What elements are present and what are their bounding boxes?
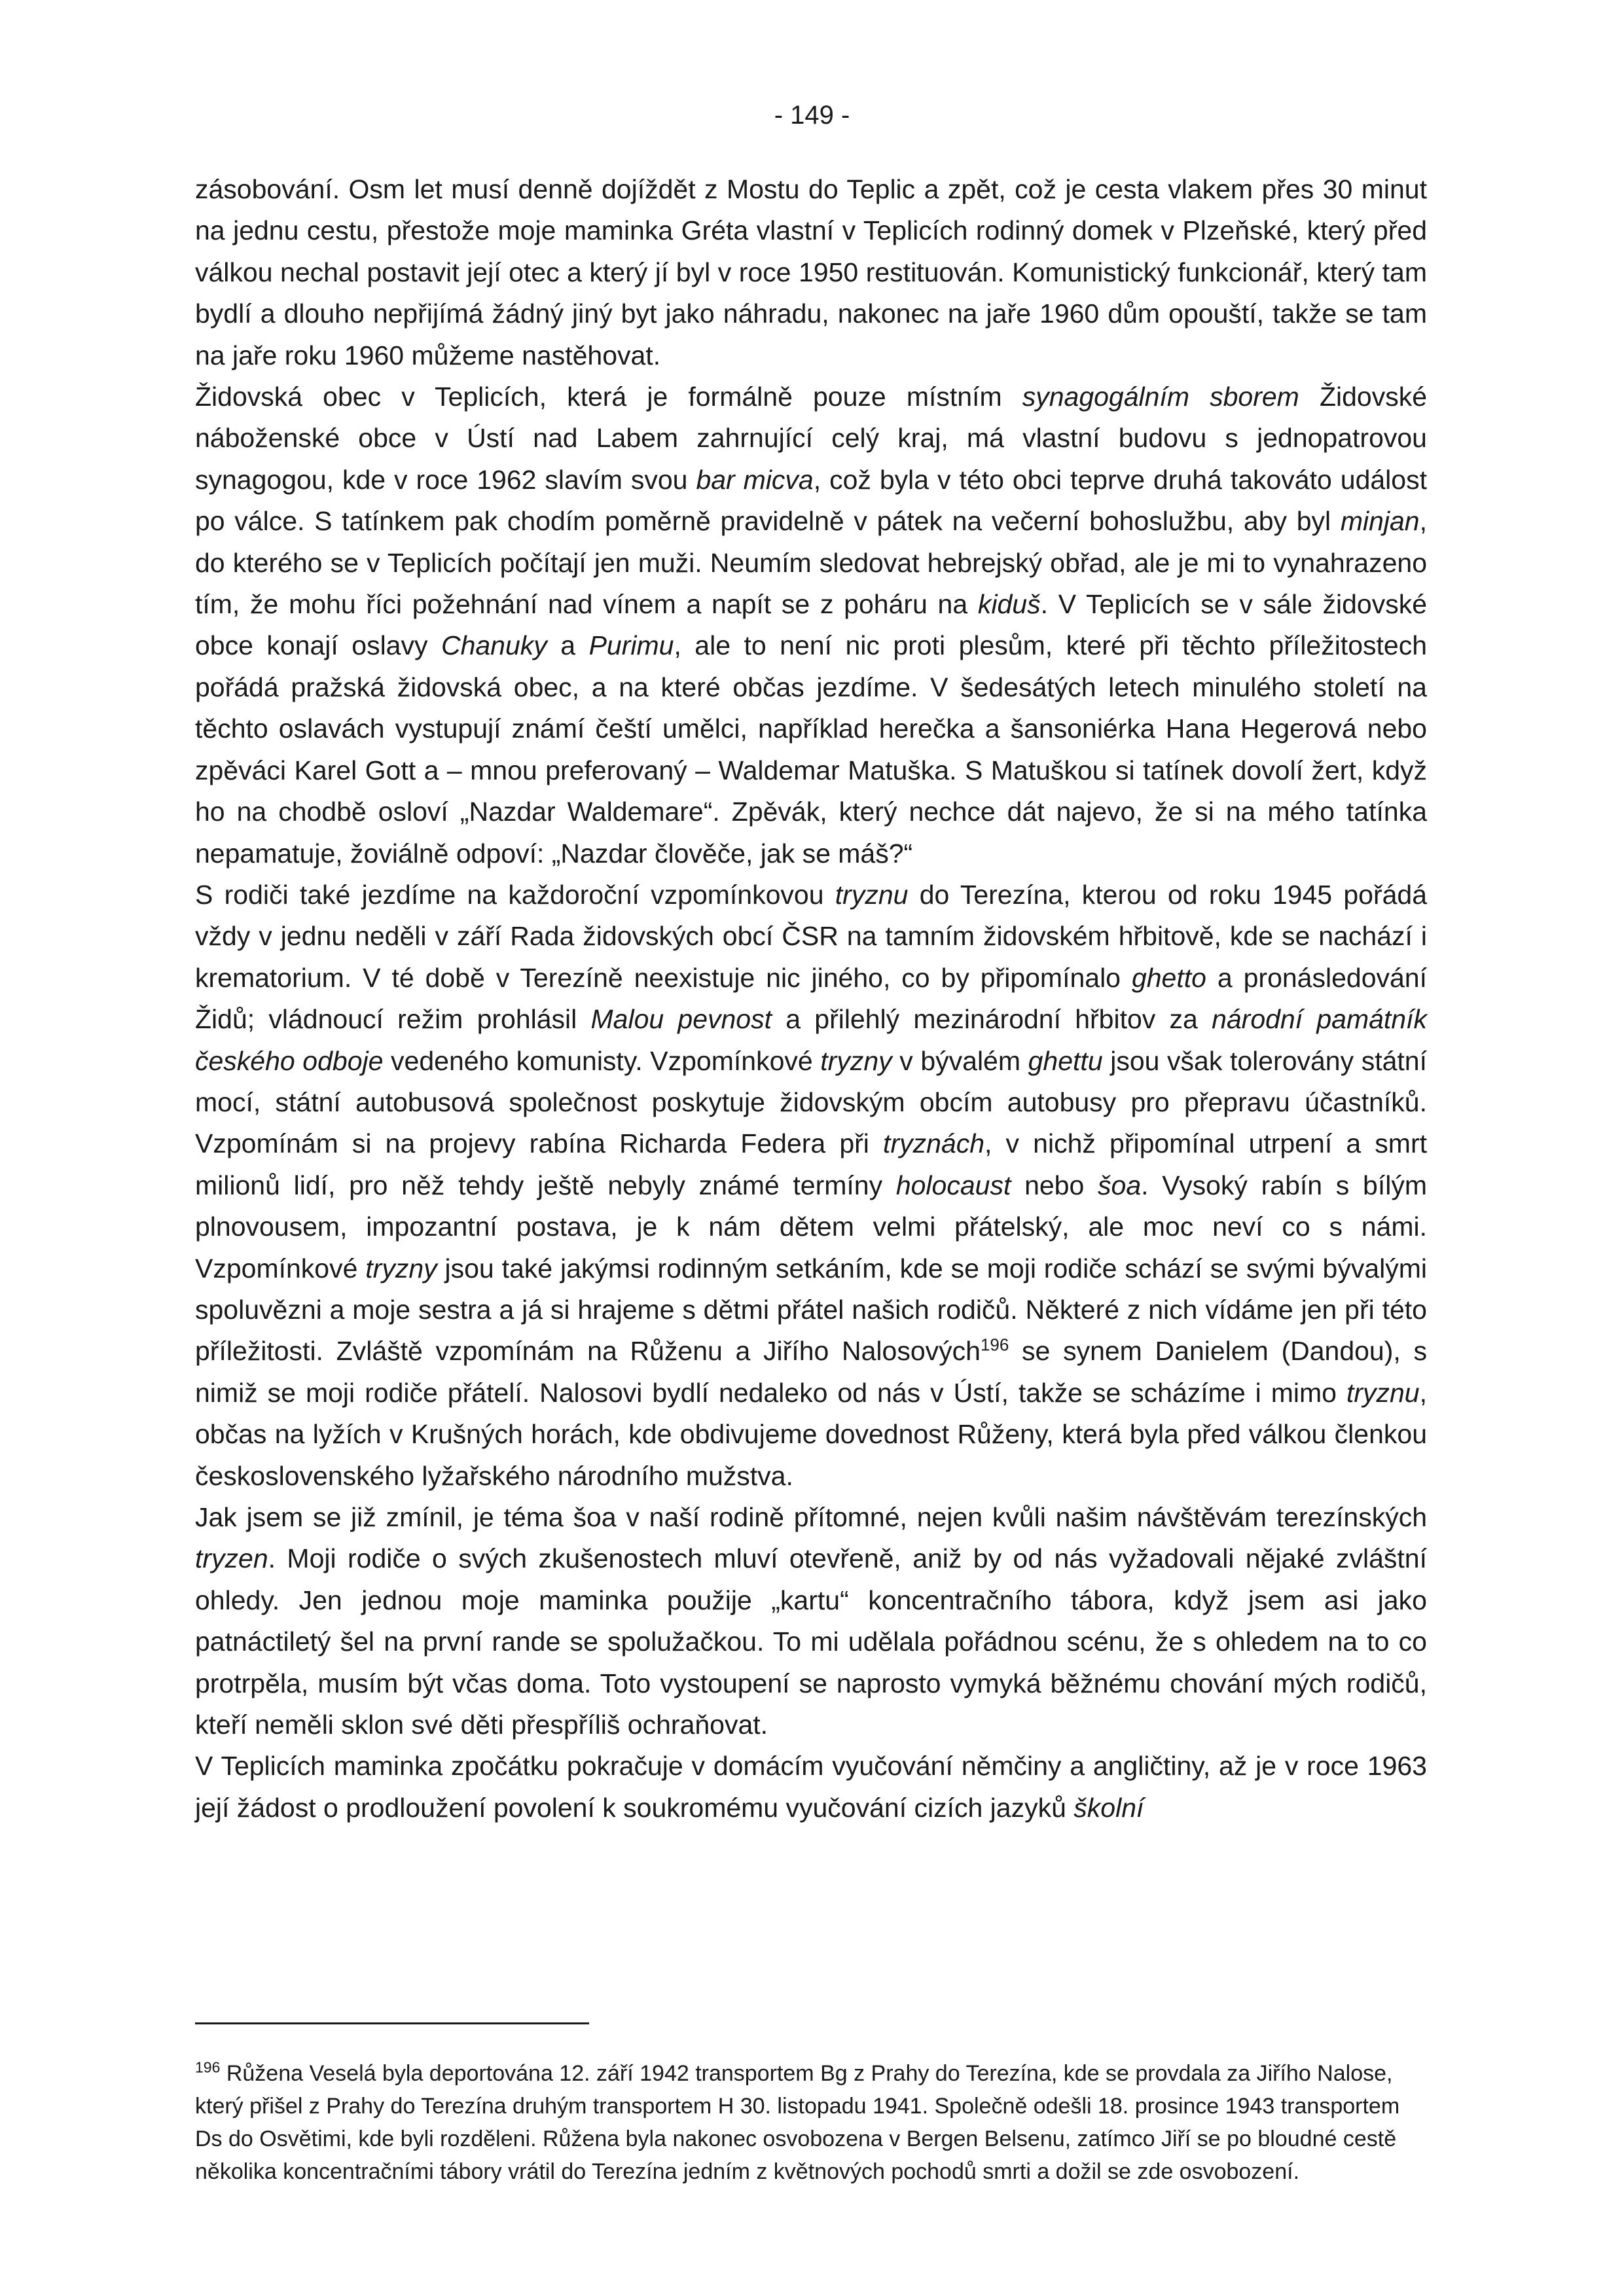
text-run: , což byla v této obci teprve druhá takováto událost po válce. S tatínkem pak chodím poměrně pravidelně v pátek na večerní bohoslužbu, aby byl <box>195 464 1427 537</box>
text-run: , ale to není nic proti plesům, které při těchto příležitostech pořádá pražská židovská obec, a na které občas jezdíme. V šedesátých letech minulého století na těchto oslavách vystupují známí čeští umělci, například herečka a šansoniérka Hana Hegerová nebo zpěváci Karel Gott a – mnou preferovaný – Waldemar Matuška. S Matuškou si tatínek dovolí žert, když ho na chodbě osloví „Nazdar Waldemare“. Zpěvák, který nechce dát najevo, že si na mého tatínka nepamatuje, žoviálně odpoví: „Nazdar člověče, jak se máš?“ <box>195 630 1427 869</box>
text-run: jsou také jakýmsi rodinným setkáním, kde se moji rodiče schází se svými bývalými spoluvězni a moje sestra a já si hrajeme s dětmi přátel našich rodičů. Některé z nich vídáme jen při této příležitosti. Zvláště vzpomínám na Růženu a Jiřího Nalosových <box>195 1253 1428 1367</box>
italic-term: Purimu <box>588 630 674 661</box>
italic-term: Malou pevnost <box>590 1004 772 1035</box>
text-run: vedeného komunisty. Vzpomínkové <box>383 1045 821 1076</box>
paragraph <box>195 1746 1427 1829</box>
text-run: V Teplicích maminka zpočátku pokračuje v domácím vyučování němčiny a angličtiny, až je v roce 1963 její žádost o prodloužení povolení k soukromému vyučování cizích jazyků <box>195 1751 1427 1823</box>
text-run: , v nichž připomínal utrpení a smrt milionů lidí, pro něž tehdy ještě nebyly známé termíny <box>195 1128 1427 1200</box>
footnote-marker: 196 <box>195 2058 221 2076</box>
text-run: , občas na lyžích v Krušných horách, kde obdivujeme dovednost Růženy, která byla před válkou členkou československého lyžařského národního mužstva. <box>195 1377 1427 1491</box>
text-run: , do kterého se v Teplicích počítají jen muži. Neumím sledovat hebrejský obřad, ale je mi to vynahrazeno tím, že mohu říci požehnání nad vínem a napít se z poháru na <box>195 506 1427 620</box>
paragraph <box>195 169 1427 376</box>
body-text <box>195 169 1427 1829</box>
paragraph <box>195 1497 1427 1746</box>
italic-term: Chanuky <box>441 630 547 661</box>
italic-term: holocaust <box>895 1170 1011 1200</box>
italic-term: tryznu <box>1346 1377 1420 1408</box>
text-run: jsou však tolerovány státní mocí, státní autobusová společnost poskytuje židovským obcím autobusy pro přepravu účastníků. Vzpomínám si na projevy rabína Richarda Federa při <box>195 1045 1427 1159</box>
footnote-reference: 196 <box>980 1335 1009 1355</box>
footnote-divider <box>195 2022 589 2024</box>
footnote <box>195 2057 1427 2188</box>
italic-term: bar micva <box>696 464 814 495</box>
italic-term: synagogálním sborem <box>1022 382 1299 412</box>
italic-term: tryzny <box>820 1045 892 1076</box>
text-run: nebo <box>1011 1170 1098 1200</box>
paragraph <box>195 376 1427 874</box>
text-run: se synem Danielem (Dandou), s nimiž se moji rodiče přátelí. Nalosovi bydlí nedaleko od nás v Ústí, takže se scházíme i mimo <box>195 1336 1428 1408</box>
text-run: S rodiči také jezdíme na každoroční vzpomínkovou <box>195 879 835 910</box>
italic-term: národní památník českého odboje <box>195 1004 1427 1076</box>
page-number: - 149 - <box>774 101 850 130</box>
paragraph <box>195 874 1427 1497</box>
text-run: . Vysoký rabín s bílým plnovousem, impozantní postava, je k nám dětem velmi přátelský, ale moc neví co s námi. Vzpomínkové <box>195 1170 1427 1283</box>
italic-term: ghetto <box>1131 962 1206 993</box>
text-run: a <box>547 630 589 661</box>
italic-term: tryznu <box>835 879 909 910</box>
text-run: . V Teplicích se v sále židovské obce konají oslavy <box>195 589 1427 661</box>
text-run: a pronásledování Židů; vládnoucí režim prohlásil <box>195 962 1427 1035</box>
text-run: . Moji rodiče o svých zkušenostech mluví otevřeně, aniž by od nás vyžadovali nějaké zvláštní ohledy. Jen jednou moje maminka použije „kartu“ koncentračního tábora, když jsem asi jako patnáctiletý šel na první rande se spolužačkou. To mi udělala pořádnou scénu, že s ohledem na to co protrpěla, musím být včas doma. Toto vystoupení se naprosto vymyká běžnému chování mých rodičů, kteří neměli sklon své děti přespříliš ochraňovat. <box>195 1543 1427 1740</box>
italic-term: kiduš <box>977 589 1041 620</box>
italic-term: šoa <box>1098 1170 1142 1200</box>
italic-term: tryznách <box>883 1128 984 1159</box>
text-run: Židovská obec v Teplicích, která je formálně pouze místním <box>195 382 1022 412</box>
italic-term: minjan <box>1340 506 1420 537</box>
text-run: a přilehlý mezinárodní hřbitov za <box>772 1004 1212 1035</box>
italic-term: ghettu <box>1028 1045 1103 1076</box>
italic-term: tryzny <box>365 1253 437 1283</box>
text-run: v bývalém <box>892 1045 1028 1076</box>
text-run: Židovské náboženské obce v Ústí nad Labem zahrnující celý kraj, má vlastní budovu s jednopatrovou synagogou, kde v roce 1962 slavím svou <box>195 382 1428 495</box>
italic-term: školní <box>1074 1792 1144 1823</box>
text-run: Jak jsem se již zmínil, je téma šoa v naší rodině přítomné, nejen kvůli našim návštěvám terezínských <box>195 1502 1427 1532</box>
text-run: do Terezína, kterou od roku 1945 pořádá vždy v jednu neděli v září Rada židovských obcí ČSR na tamním židovském hřbitově, kde se nachází i krematorium. V té době v Terezíně neexistuje nic jiného, co by připomínalo <box>195 879 1428 993</box>
footnote-text: Růžena Veselá byla deportována 12. září 1942 transportem Bg z Prahy do Terezína, kde se provdala za Jiřího Nalose, který přišel z Prahy do Terezína druhým transportem H 30. listopadu 1941. Společně odešli 18. prosince 1943 transportem Ds do Osvětimi, kde byli rozděleni. Růžena byla nakonec osvobozena v Bergen Belsenu, zatímco Jiří se po bloudné cestě několika koncentračními tábory vrátil do Terezína jedním z květnových pochodů smrti a dožil se zde osvobození. <box>195 2061 1400 2184</box>
italic-term: tryzen <box>195 1543 268 1574</box>
text-run: zásobování. Osm let musí denně dojíždět z Mostu do Teplic a zpět, což je cesta vlakem přes 30 minut na jednu cestu, přestože moje maminka Gréta vlastní v Teplicích rodinný domek v Plzeňské, který před válkou nechal postavit její otec a který jí byl v roce 1950 restituován. Komunistický funkcionář, který tam bydlí a dlouho nepřijímá žádný jiný byt jako náhradu, nakonec na jaře 1960 dům opouští, takže se tam na jaře roku 1960 můžeme nastěhovat. <box>195 174 1427 370</box>
